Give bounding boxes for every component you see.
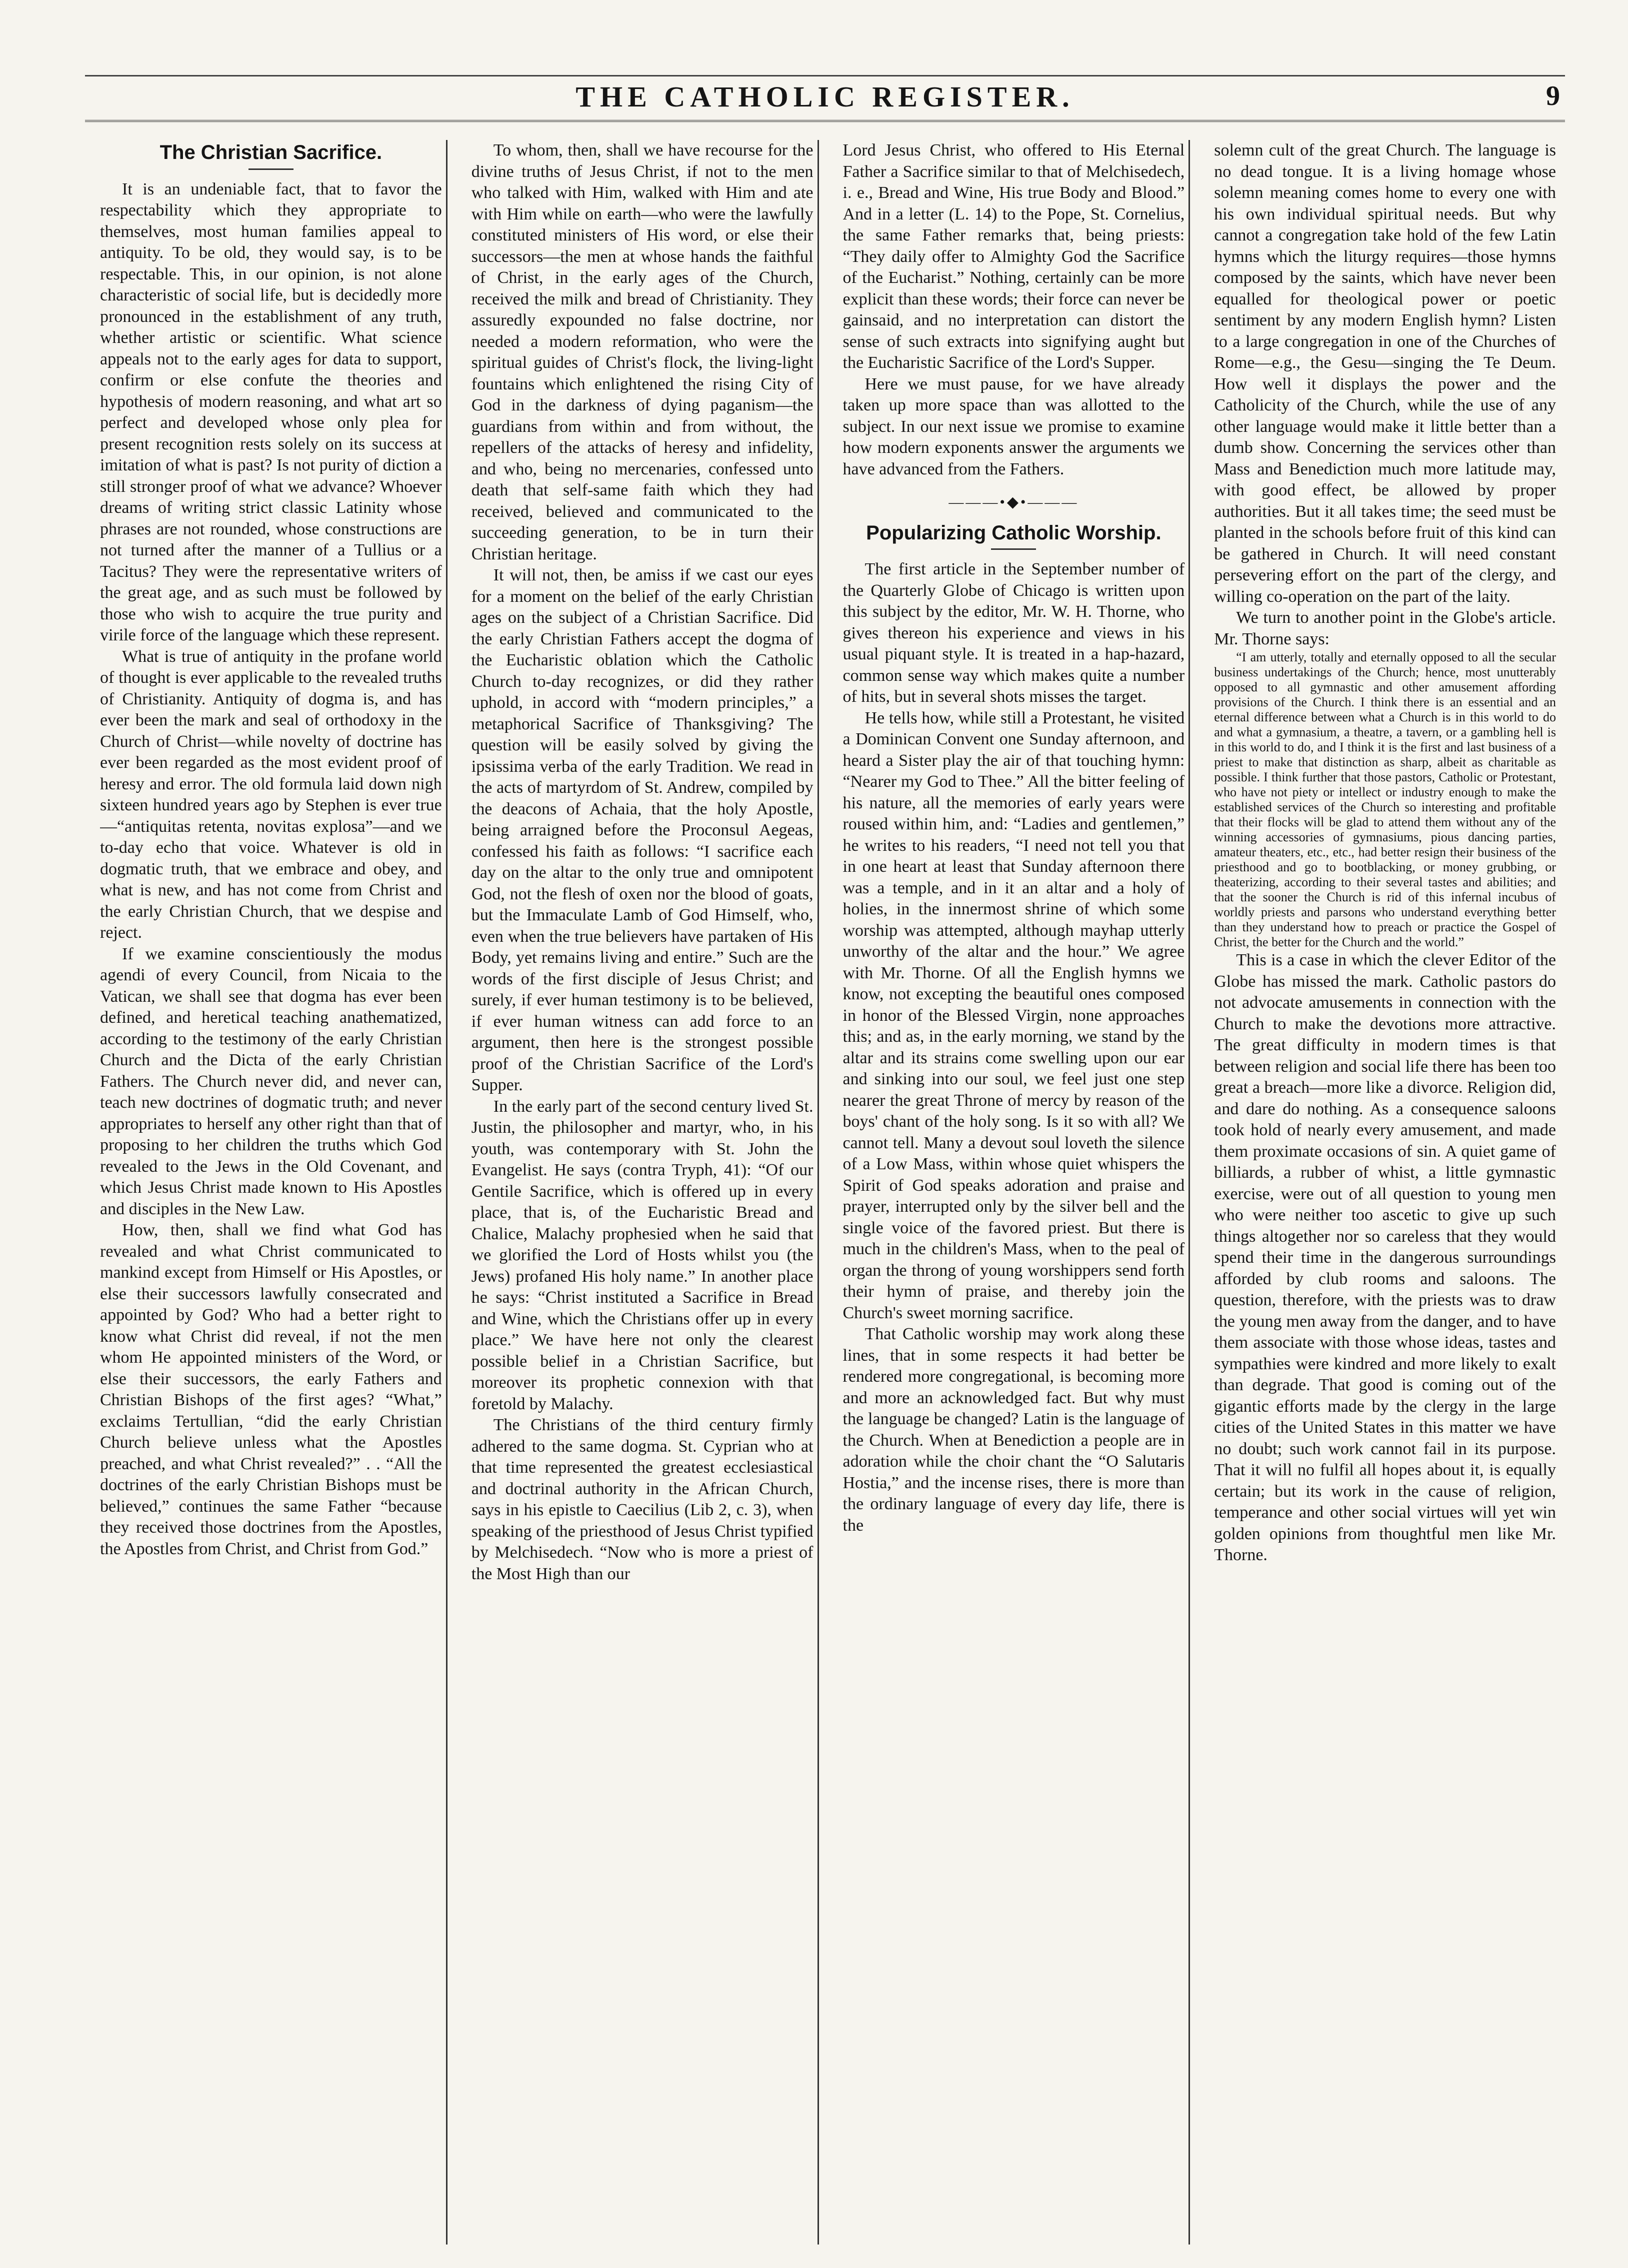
article-title-popularizing-worship: Popularizing Catholic Worship. xyxy=(866,521,1162,544)
paragraph: To whom, then, shall we have recourse for the divine truths of Jesus Christ, if not to the men who talked with Him, walked with Him and ate with Him while on earth—who were the lawfully constituted ministers of His word, or else their successors—the men at whose hands the faithful of Christ, in the early ages of the Church, received the milk and bread of Christianity. They assuredly expounded no false doctrine, nor needed a modern reformation, who were the spiritual guides of Christ's flock, the living-light fountains which enlightened the rising City of God in the darkness of dying paganism—the guardians from within and from without, the repellers of the attacks of heresy and infidelity, and who, being no mercenaries, confessed unto death that self-same faith which they had received, believed and communicated to the succeeding generation, to be in turn their Christian heritage. xyxy=(471,141,814,563)
paragraph: How, then, shall we find what God has revealed and what Christ communicated to mankind except from Himself or His Apostles, or else their successors lawfully consecrated and appointed by God? Who had a better right to know what Christ did reveal, if not the men whom He appointed ministers of the Word, or else their successors, the early Fathers and Christian Bishops of the first ages? “What,” exclaims Tertullian, “did the early Christian Church believe unless what the Apostles preached, and what Christ revealed?” . . “All the doctrines of the early Christian Bishops must be believed,” continues the same Father “because they received those doctrines from the Apostles, the Apostles from Christ, and Christ from God.” xyxy=(100,1221,442,1558)
paragraph: If we examine conscientiously the modus agendi of every Council, from Nicaia to the Vatican, we shall see that dogma has ever been defined, and heretical teaching anathematized, according to the testimony of the early Christian Church and the Dicta of the early Christian Fathers. The Church never did, and never can, teach new doctrines of dogmatic truth; and never appropriates to herself any other right than that of proposing to her children the truths which God revealed to the Jews in the Old Covenant, and which Jesus Christ made known to His Apostles and disciples in the New Law. xyxy=(100,944,442,1218)
block-quote: “I am utterly, totally and eternally opposed to all the secular business undertakings of the Church; hence, most unutterably opposed to all gymnastic and other amusement affording provisions of the Church. I think there is an essential and an eternal difference between what a Church is in this world to do and what a gymnasium, a theatre, a tavern, or a gambling hell is in this world to do, and I think it is the first and last business of a priest to make that distinction as sharp, albeit as charitable as possible. I think further that those pastors, Catholic or Protestant, who have not piety or intellect or industry enough to make the established services of the Church so interesting and profitable that their flocks will be glad to attend them without any of the winning accessories of gymnasiums, pious dancing parties, amateur theaters, etc., etc., had better resign their business of the priesthood and go to bootblacking, or money grubbing, or theaterizing, according to their several tastes and abilities; and that the sooner the Church is rid of this infernal incubus of worldly priests and parsons who understand everything better than they understand how to preach or practice the Gospel of Christ, the better for the Church and the world.” xyxy=(1214,650,1556,949)
paragraph: This is a case in which the clever Editor of the Globe has missed the mark. Catholic pastors do not advocate amusements in connection with the Church to make the devotions more attractive. The great difficulty in modern times is that between religion and social life there has been too great a breach—more like a divorce. Religion did, and dare do nothing. As a consequence saloons took hold of nearly every amusement, and made them proximate occasions of sin. A quiet game of billiards, a rubber of whist, a little gymnastic exercise, were out of all question to young men who were neither too ascetic to give up such things altogether nor so careless that they would spend their time in the dangerous surroundings afforded by club rooms and saloons. The question, therefore, with the priests was to draw the young men away from the danger, and to have them associate with those whose ideas, tastes and sympathies were kindred and more likely to exalt than degrade. That good is coming out of the gigantic efforts made by the clergy in the large cities of the United States in this matter we have no doubt; such work cannot fail in its purpose. That it will no fulfil all hopes about it, is equally certain; but its work in the cause of religion, temperance and other social virtues will yet win golden opinions from thoughtful men like Mr. Thorne. xyxy=(1214,951,1556,1564)
running-title: THE CATHOLIC REGISTER. xyxy=(576,80,1074,113)
top-rule xyxy=(85,75,1565,76)
paragraph: Here we must pause, for we have already taken up more space than was allotted to the subject. In our next issue we promise to examine how modern exponents answer the arguments we have advanced from the Fathers. xyxy=(842,374,1185,478)
column-1 xyxy=(100,140,448,2245)
paragraph: He tells how, while still a Protestant, he visited a Dominican Convent one Sunday afternoon, and heard a Sister play the air of that touching hymn: “Nearer my God to Thee.” All the bitter feeling of his nature, all the memories of early years were roused within him, and: “Ladies and gentlemen,” he writes to his readers, “I need not tell you that in one heart at least that Sunday afternoon there was a temple, and in it an altar and a holy of holies, in the innermost shrine of which some worship was attempted, although mayhap utterly unworthy of the altar and the hour.” We agree with Mr. Thorne. Of all the English hymns we know, not excepting the beautiful ones composed in honor of the Blessed Virgin, none approaches this; and as, in the early morning, we stand by the altar and its strains come swelling upon our ear and sinking into our soul, we feel just one step nearer the great Throne of mercy by reason of the boys' chant of the holy song. Is it so with all? We cannot tell. Many a devout soul loveth the silence of a Low Mass, within whose quiet whispers the Spirit of God speaks adoration and praise and prayer, interrupted only by the silver bell and the single voice of the favored priest. But there is much in the children's Mass, when to the peal of organ the throng of young worshippers send forth their hymn of praise, and thereby join the Church's sweet morning sacrifice. xyxy=(842,708,1185,1322)
paragraph: It will not, then, be amiss if we cast our eyes for a moment on the belief of the early Christian ages on the subject of a Christian Sacrifice. Did the early Christian Fathers accept the dogma of the Eucharistic oblation which the Catholic Church to-day recognizes, or did they rather uphold, in accord with “modern principles,” a metaphorical Sacrifice of Thanksgiving? The question will be easily solved by giving the ipsissima verba of the early Tradition. We read in the acts of martyrdom of St. Andrew, compiled by the deacons of Achaia, that the holy Apostle, being arraigned before the Proconsul Aegeas, confessed his faith as follows: “I sacrifice each day on the altar to the only true and omnipotent God, not the flesh of oxen nor the blood of goats, but the Immaculate Lamb of God Himself, who, even when the true believers have partaken of His Body, yet remains living and entire.” Such are the words of the first disciple of Jesus Christ; and surely, if ever human testimony is to be believed, if ever human witness can add force to an argument, then here is the strongest possible proof of the Christian Sacrifice of the Lord's Supper. xyxy=(471,566,814,1094)
paragraph: In the early part of the second century lived St. Justin, the philosopher and martyr, who, in his youth, was contemporary with St. John the Evangelist. He says (contra Tryph, 41): “Of our Gentile Sacrifice, which is offered up in every place, that is, of the Eucharistic Bread and Chalice, Malachy prophesied when he said that we glorified the Lord of Hosts whilst you (the Jews) profaned His holy name.” In another place he says: “Christ instituted a Sacrifice in Bread and Wine, which the Christians offer up in every place.” We have here not only the clearest possible belief in a Christian Sacrifice, but moreover its prophetic connexion with that foretold by Malachy. xyxy=(471,1097,814,1413)
article-columns xyxy=(100,140,1560,2245)
section-ornament: ———•◆•——— xyxy=(948,494,1079,510)
paragraph: The first article in the September number of the Quarterly Globe of Chicago is written upon this subject by the editor, Mr. W. H. Thorne, who gives thereon his experience and views in his usual piquant style. It is treated in a hap-hazard, common sense way which makes quite a number of hits, but in several shots misses the target. xyxy=(842,560,1185,706)
paragraph: solemn cult of the great Church. The language is no dead tongue. It is a living homage whose solemn meaning comes home to every one with his own individual spiritual needs. But why cannot a congregation take hold of the few Latin hymns which the liturgy requires—those hymns composed by the saints, which have never been equalled for theological power or poetic sentiment by any modern English hymn? Listen to a large congregation in one of the Churches of Rome—e.g., the Gesu—singing the Te Deum. How well it displays the power and the Catholicity of the Church, while the use of any other language would make it little better than a dumb show. Concerning the services other than Mass and Benediction much more latitude may, with good effect, be allowed by proper authorities. But it all takes time; the seed must be planted in the schools before fruit of this kind can be gathered in Church. It will need constant persevering effort on the part of the clergy, and willing co-operation on the part of the laity. xyxy=(1214,141,1556,606)
paragraph: It is an undeniable fact, that to favor the respectability which they appropriate to themselves, most human families appeal to antiquity. To be old, they would say, is to be respectable. This, in our opinion, is not alone characteristic of social life, but is decidedly more pronounced in the establishment of any truth, whether artistic or scientific. What science appeals not to the early ages for data to support, confirm or else confute the theories and hypothesis of modern reasoning, and what art so perfect and developed whose only plea for present recognition rests solely on its success at imitation of what is past? Is not purity of diction a still stronger proof of what we advance? Whoever dreams of writing strict classic Latinity whose phrases are not rounded, whose constructions are not turned after the manner of a Tullius or a Tacitus? They were the representative writers of the great age, and as such must be followed by those who wish to acquire the true purity and virile force of the language which these represent. xyxy=(100,179,442,644)
paragraph: What is true of antiquity in the profane world of thought is ever applicable to the revealed truths of Christianity. Antiquity of dogma is, and has ever been the mark and seal of orthodoxy in the Church of Christ—while novelty of doctrine has ever been regarded as the most evident proof of heresy and error. The old formula laid down nigh sixteen hundred years ago by Stephen is ever true—“antiquitas retenta, novitas explosa”—and we to-day echo that voice. Whatever is old in dogmatic truth, that we embrace and obey, and what is new, and has not come from Christ and the early Christian Church, that we despise and reject. xyxy=(100,647,442,942)
page-number: 9 xyxy=(1546,80,1560,111)
masthead xyxy=(85,75,1565,122)
column-2 xyxy=(472,140,819,2245)
article-title-christian-sacrifice: The Christian Sacrifice. xyxy=(160,141,382,163)
column-3 xyxy=(843,140,1190,2245)
paragraph: Lord Jesus Christ, who offered to His Eternal Father a Sacrifice similar to that of Melchisedech, i. e., Bread and Wine, His true Body and Blood.” And in a letter (L. 14) to the Pope, St. Cornelius, the same Father remarks that, being priests: “They daily offer to Almighty God the Sacrifice of the Eucharist.” Nothing, certainly can be more explicit than these words; their force can never be gainsaid, and no interpretation can distort the sense of such extracts into signifying aught but the Eucharistic Sacrifice of the Lord's Supper. xyxy=(842,141,1185,372)
column-4 xyxy=(1214,140,1560,2245)
paragraph: The Christians of the third century firmly adhered to the same dogma. St. Cyprian who at that time represented the greatest ecclesiastical and doctrinal authority in the African Church, says in his epistle to Caecilius (Lib 2, c. 3), when speaking of the priesthood of Jesus Christ typified by Melchisedech. “Now who is more a priest of the Most High than our xyxy=(471,1416,814,1583)
title-rule xyxy=(248,168,294,170)
paragraph: That Catholic worship may work along these lines, that in some respects it had better be rendered more congregational, is becoming more and more an acknowledged fact. But why must the language be changed? Latin is the language of the Church. When at Benediction a people are in adoration while the choir chant the “O Salutaris Hostia,” and the incense rises, there is more than the ordinary language of every day life, there is the xyxy=(842,1325,1185,1535)
paragraph: We turn to another point in the Globe's article. Mr. Thorne says: xyxy=(1214,608,1556,648)
title-rule xyxy=(991,548,1036,550)
